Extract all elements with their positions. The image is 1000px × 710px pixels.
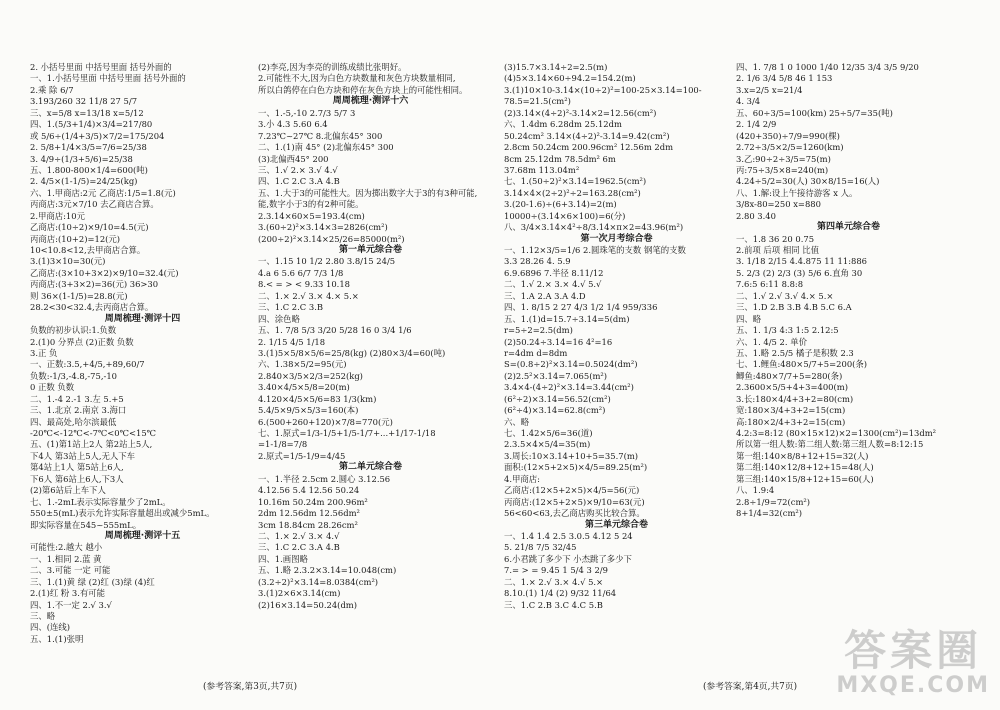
answer-line: 四、1.画图略 bbox=[258, 553, 308, 564]
answer-line: 丙商店:(3+3×2)=36(元) 36>30 bbox=[30, 279, 159, 290]
answer-line: 3.4×4-(4÷2)²×3.14=3.44(cm²) bbox=[504, 382, 634, 393]
answer-line: 2. 5/8+1/4×3/5=7/6=25/38 bbox=[30, 142, 147, 153]
answer-line: r=4dm d=8dm bbox=[504, 347, 568, 358]
answer-line: 3.3 28.26 4. 5.9 bbox=[504, 256, 571, 267]
answer-line: 丙:75÷3/5×8=240(m) bbox=[736, 164, 829, 175]
answer-line: 负数的初步认识:1.负数 bbox=[30, 325, 117, 336]
answer-line: 28.2<30<32.4,去丙商店合算。 bbox=[30, 302, 154, 313]
answer-line: (3)北偏西45° 200 bbox=[258, 153, 329, 164]
answer-line: 6.小君跳了多少下 小杰跳了多少下 bbox=[504, 553, 632, 564]
answer-line: (4)5×3.14×60÷94.2=154.2(m) bbox=[504, 73, 636, 84]
answer-line: 三、1.(1)黄 绿 (2)红 (3)绿 (4)红 bbox=[30, 576, 155, 587]
section-heading: 周周梳理·测评十四 bbox=[104, 313, 181, 324]
answer-line: 七、1.42×5/6=36(道) bbox=[504, 428, 593, 438]
answer-line: 七、1.鲤鱼:480×5/7+5=200(条) bbox=[736, 359, 868, 370]
answer-line: (2)2.5²×3.14=7.065(m²) bbox=[504, 370, 608, 381]
answer-line: 3.正 负 bbox=[30, 347, 58, 358]
answer-line: 六、略 bbox=[504, 416, 530, 427]
answer-line: =1-1/8=7/8 bbox=[258, 439, 308, 450]
answer-line: 八、1.9:4 bbox=[736, 485, 775, 496]
answer-line: 即实际容量在545~555mL。 bbox=[30, 519, 142, 530]
answer-line: 二、1.(1)南 45° (2)北偏东45° 300 bbox=[258, 142, 394, 153]
answer-line: 二、1.× 2.√ 3.× 4.√ 5.× bbox=[504, 576, 604, 587]
answer-line: 三、略 bbox=[30, 611, 56, 621]
answer-line: 五、1.(1)张明 bbox=[30, 633, 84, 644]
answer-line: 五、1.略 2.5/5 橘子是积数 2.3 bbox=[736, 347, 854, 358]
answer-line: 三、1.C 2.B 3.C 4.C 5.B bbox=[504, 599, 603, 610]
answer-line: 则 36×(1-1/5)=28.8(元) bbox=[30, 290, 128, 301]
answer-line: 6.9.6896 7.半径 8.11/12 bbox=[504, 267, 604, 278]
answer-line: 一、1.半径 2.5cm 2.圆心 3.12.56 bbox=[258, 473, 391, 484]
answer-line: 四、最高处,哈尔滨最低 bbox=[30, 416, 117, 427]
answer-line: 2. 1/6 3/4 5/8 46 1 153 bbox=[736, 73, 833, 84]
answer-line: 4.甲商店: bbox=[504, 473, 540, 484]
answer-line: 高:180×2/4+3+2=15(cm) bbox=[736, 416, 846, 427]
answer-line: 六、1. 4/5 2. 单价 bbox=[736, 336, 807, 347]
answer-line: 10<10.8<12,去甲商店合算。 bbox=[30, 245, 146, 255]
answer-line: 四、1.不一定 2.√ 3.√ bbox=[30, 599, 112, 610]
answer-page-right bbox=[500, 0, 1000, 710]
answer-line: 三、1.D 2.B 3.B 4.B 5.C 6.A bbox=[736, 302, 852, 313]
answer-column-2 bbox=[258, 62, 483, 687]
answer-line: 10000÷(3.14×6×100)=6(分) bbox=[504, 210, 626, 221]
answer-line: 2.840×3/5×2/3=252(kg) bbox=[258, 370, 363, 381]
answer-line: 2.原式=1/5-1/9=4/45 bbox=[258, 450, 346, 461]
answer-line: 2.(1)红 粉 3.有可能 bbox=[30, 588, 106, 599]
answer-line: 二、1.-4 2.-1 3.左 5.+5 bbox=[30, 393, 124, 404]
answer-line: 4.120×4/5×5/6=83 1/3(km) bbox=[258, 393, 377, 404]
answer-line: 五、1. 7/8 5/3 3/20 5/28 16 0 3/4 1/6 bbox=[258, 325, 412, 336]
answer-line: 2.8÷1/9=72(cm²) bbox=[736, 496, 811, 507]
answer-line: 能,数字小于3的有2种可能。 bbox=[258, 199, 364, 210]
answer-line: 2.甲商店:10元 bbox=[30, 210, 85, 221]
answer-line: 八、1.解:设上午接待游客 x 人。 bbox=[736, 187, 858, 198]
answer-line: 三、1.A 2.A 3.A 4.D bbox=[504, 290, 586, 301]
answer-line: 2.72÷3/5×2/5=1260(km) bbox=[736, 142, 844, 153]
answer-line: 下4人 第3站上5人,无人下车 bbox=[30, 450, 136, 461]
answer-line: 鲫鱼:480×7/7+5=280(条) bbox=[736, 370, 843, 381]
answer-line: 3.(20-1.6)÷(6+3.14)=2(m) bbox=[504, 199, 617, 210]
answer-line: 2.3600×5/5+4+3=400(m) bbox=[736, 382, 848, 393]
answer-line: 56<60<63,去乙商店购买比较合算。 bbox=[504, 508, 645, 519]
answer-line: 五、(1)第1站上2人 第2站上5人, bbox=[30, 439, 153, 450]
answer-line: 4.a 6 5.6 6/7 7/3 1/8 bbox=[258, 267, 344, 278]
answer-line: 七、1.原式=1/3-1/5+1/5-1/7+...+1/17-1/18 bbox=[258, 428, 436, 438]
answer-line: 二、1.√ 2.× 3.× 4.√ 5.√ bbox=[504, 279, 602, 290]
answer-line: 2. 1/4 2/9 bbox=[736, 119, 777, 130]
answer-line: (420+350)÷7/9=990(棵) bbox=[736, 130, 840, 141]
answer-line: 一、1.相同 2.蓝 黄 bbox=[30, 553, 102, 564]
answer-line: 3cm 18.84cm 28.26cm² bbox=[258, 519, 358, 530]
answer-line: 四、1. 7/8 1 0 1000 1/40 12/35 3/4 3/5 9/20 bbox=[736, 62, 919, 72]
answer-line: (2)3.14×(4÷2)²-3.14×2=12.56(cm²) bbox=[504, 107, 657, 118]
answer-line: 7.23℃~27℃ 8.北偏东45° 300 bbox=[258, 130, 383, 141]
answer-line: 宽:180×3/4+3+2=15(cm) bbox=[736, 405, 846, 416]
answer-line: 3.(60÷2)²×3.14×3=2826(cm²) bbox=[258, 222, 388, 233]
answer-line: 五、1. 1/3 4:3 1:5 2.12:5 bbox=[736, 325, 839, 336]
answer-line: (2)李亮,因为李亮的训练成绩比张明好。 bbox=[258, 62, 407, 72]
answer-line: 2. 小括号里面 中括号里面 括号外面的 bbox=[30, 62, 172, 72]
answer-line: 三、1.√ 2.× 3.√ 4.√ bbox=[258, 164, 338, 175]
answer-line: 2. 1/15 4/5 1/18 bbox=[258, 336, 326, 347]
answer-line: 四、1. 8/15 2 27 4/3 1/2 1/4 959/336 bbox=[504, 302, 658, 313]
answer-line: 8+1/4=32(cm²) bbox=[736, 508, 803, 519]
answer-line: (6²÷2)×3.14=56.52(cm²) bbox=[504, 393, 611, 404]
answer-line: 3.(1)10×10-3.14×(10÷2)²=100-25×3.14=100- bbox=[504, 84, 702, 95]
answer-line: 5. 21/8 7/5 32/45 bbox=[504, 542, 577, 553]
answer-line: 3.长:180×4/4+3+2=80(cm) bbox=[736, 393, 854, 404]
watermark-logo bbox=[836, 628, 990, 698]
answer-line: 3.40×4/5×5/8=20(m) bbox=[258, 382, 350, 393]
answer-line: 3.14×4×(2÷2)²÷2=163.28(cm²) bbox=[504, 187, 641, 198]
answer-line: 二、1.× 2.√ 3.× 4.√ bbox=[258, 530, 340, 541]
answer-line: 所以第一组人数:第二组人数:第三组人数=8:12:15 bbox=[736, 439, 924, 450]
answer-line: 2.前项 后项 相同 比值 bbox=[736, 245, 819, 255]
answer-line: 5.4/5×9/5×5/3=160(本) bbox=[258, 405, 359, 416]
answer-line: 可能性:2.越大 越小 bbox=[30, 542, 103, 553]
answer-line: 五、1.800-800×1/4=600(吨) bbox=[30, 164, 148, 175]
answer-line: 550±5(mL)表示允许实际容量超出或减少5mL。 bbox=[30, 508, 215, 519]
answer-line: 第一组:140×8/8+12+15=32(人) bbox=[736, 450, 869, 461]
answer-line: 第三组:140×15/8+12+15=60(人) bbox=[736, 473, 874, 484]
answer-line: 第二组:140×12/8+12+15=48(人) bbox=[736, 462, 874, 473]
answer-line: 丙商店:3元×7/10 去乙商店合算。 bbox=[30, 199, 159, 210]
answer-line: 一、1.12×3/5=1/6 2.圆珠笔的支数 钢笔的支数 bbox=[504, 245, 686, 255]
answer-line: 3.小 4.3 5.60 6.4 bbox=[258, 119, 328, 130]
answer-line: (3.2÷2)²×3.14=8.0384(cm²) bbox=[258, 576, 379, 587]
answer-line: 四、涂色略 bbox=[258, 313, 300, 324]
answer-line: 3/8x-80=250 x=880 bbox=[736, 199, 821, 210]
answer-line: 一、1.15 10 1/2 2.80 3.8/15 24/5 bbox=[258, 256, 396, 267]
answer-line: 下6人 第6站上6人,下3人 bbox=[30, 473, 124, 484]
answer-line: 8.< = > < 9.33 10.18 bbox=[258, 279, 350, 290]
answer-line: 一、1.小括号里面 中括号里面 括号外面的 bbox=[30, 73, 186, 84]
answer-line: 面积:(12×5+2×5)×4/5=89.25(m²) bbox=[504, 462, 648, 473]
answer-line: 四、1.C 2.C 3.A 4.B bbox=[258, 176, 340, 187]
section-heading: 第四单元综合卷 bbox=[816, 222, 880, 233]
answer-column-1 bbox=[30, 62, 255, 687]
answer-line: 8.10.(1) 1/4 (2) 9/32 11/64 bbox=[504, 588, 617, 599]
answer-line: -20℃<-12℃<-7℃<0℃<15℃ bbox=[30, 428, 157, 438]
answer-line: 5. 2/3 (2) 2/3 (3) 5/6 6.直角 30 bbox=[736, 267, 863, 278]
answer-line: 4.24÷5/2=30(人) 30×8/15=16(人) bbox=[736, 176, 880, 187]
answer-line: 负数:-1/3,-4.8,-75,-10 bbox=[30, 370, 117, 381]
section-heading: 周周梳理·测评十六 bbox=[332, 96, 409, 107]
answer-line: 4. 3/4 bbox=[736, 96, 761, 107]
answer-line: 一、1.-5,-10 2.7/3 5/7 3 bbox=[258, 107, 356, 118]
answer-line: 三、1.北京 2.南京 3.海口 bbox=[30, 405, 127, 416]
section-heading: 第一单元综合卷 bbox=[338, 245, 402, 255]
answer-line: 3. 4/9÷(1/3+5/6)=25/38 bbox=[30, 153, 133, 164]
watermark-text: 答案圈 bbox=[844, 626, 983, 675]
answer-line: 三、1.C 2.C 3.A 4.B bbox=[258, 542, 340, 553]
answer-line: 三、1.C 2.C 3.B bbox=[258, 302, 324, 313]
answer-line: (2)第6站后上车下人 bbox=[30, 485, 106, 496]
answer-line: 0 正数 负数 bbox=[30, 382, 75, 393]
answer-line: 乙商店:(12×5+2×5)×4/5=56(元) bbox=[504, 485, 640, 496]
answer-line: 五、60÷3/5=100(km) 25÷5/7=35(吨) bbox=[736, 107, 893, 118]
answer-line: 3.193/260 32 11/8 27 5/7 bbox=[30, 96, 138, 107]
answer-line: 四、1.(5/3+1/4)×3/4=217/80 bbox=[30, 119, 153, 130]
answer-line: 乙商店:(3×10+3×2)×9/10=32.4(元) bbox=[30, 267, 179, 278]
answer-line: 五、1.(1)d=15.7÷3.14=5(dm) bbox=[504, 313, 630, 324]
answer-line: 7.= > = 9.45 1 5/4 3 2/9 bbox=[504, 565, 608, 576]
page-footer-right: (参考答案,第4页,共7页) bbox=[702, 682, 798, 692]
answer-line: 七、1.-2mL表示实际容量少了2mL。 bbox=[30, 496, 171, 507]
answer-line: 2.可能性不大,因为白色方块数量和灰色方块数量相同, bbox=[258, 73, 456, 84]
answer-line: r=5÷2=2.5(dm) bbox=[504, 325, 573, 336]
answer-line: 四、(连线) bbox=[30, 622, 71, 633]
answer-line: (200÷2)²×3.14×25/26=85000(m²) bbox=[258, 233, 405, 244]
answer-column-4 bbox=[736, 62, 961, 687]
answer-line: 或 5/6÷(1/4+3/5)×7/2=175/204 bbox=[30, 130, 165, 141]
answer-line: 三、x=5/8 x=13/18 x=5/12 bbox=[30, 107, 144, 118]
answer-line: 2.8cm 50.24cm 200.96cm² 12.56m 2dm bbox=[504, 142, 674, 153]
answer-line: 五、1.大于3的可能性大。因为掷出数字大于3的有3种可能, bbox=[258, 187, 478, 198]
answer-line: 6.(500+260+120)×7/8=770(元) bbox=[258, 416, 393, 427]
answer-line: 4.2:3=8:12 (80×15×12)×2=1300(cm²)=13dm² bbox=[736, 428, 937, 438]
answer-line: 六、1.38×5/2=95(元) bbox=[258, 359, 347, 370]
answer-line: 四、略 bbox=[736, 313, 762, 324]
section-heading: 第三单元综合卷 bbox=[584, 519, 648, 530]
answer-line: (2)16×3.14=50.24(dm) bbox=[258, 599, 358, 610]
answer-line: 2dm 12.56dm 12.56dm² bbox=[258, 508, 360, 519]
answer-line: 2.乘 除 6/7 bbox=[30, 84, 74, 95]
answer-line: 一、正数:3.5,+4/5,+89,60/7 bbox=[30, 359, 145, 370]
answer-line: 二、1.√ 2.√ 3.√ 4.× 5.× bbox=[736, 290, 834, 301]
answer-line: 丙商店:(10+2)=12(元) bbox=[30, 233, 121, 244]
answer-line: 50.24cm² 3.14×(4÷2)²-3.14=9.42(cm²) bbox=[504, 130, 670, 141]
answer-line: 2.3.5×4×5/4=35(m) bbox=[504, 439, 591, 450]
answer-line: 3. 1/18 2/15 4.4.875 11 11:886 bbox=[736, 256, 868, 267]
answer-line: 六、1.4dm 6.28dm 25.12dm bbox=[504, 119, 622, 130]
answer-line: 二、3.可能 一定 可能 bbox=[30, 565, 111, 576]
answer-line: 2.80 3.40 bbox=[736, 210, 776, 221]
answer-line: 2.3.14×60×5=193.4(cm) bbox=[258, 210, 365, 221]
answer-line: 3.(1)2×6×3.14(cm) bbox=[258, 588, 341, 599]
answer-line: 37.68m 113.04m² bbox=[504, 164, 580, 175]
answer-line: 10.16m 50.24m 200.96m² bbox=[258, 496, 368, 507]
answer-line: 七、1.(50÷2)²×3.14=1962.5(cm²) bbox=[504, 176, 647, 187]
answer-line: 二、1.× 2.√ 3.× 4.× 5.× bbox=[258, 290, 359, 301]
answer-line: 7.6:5 6:11 8.8:8 bbox=[736, 279, 804, 290]
answer-line: 4.12.56 5.4 12.56 50.24 bbox=[258, 485, 360, 496]
answer-line: 一、1.4 1.4 2.5 3.0.5 4.12 5 24 bbox=[504, 530, 633, 541]
answer-line: S=(0.8÷2)²×3.14=0.5024(dm²) bbox=[504, 359, 638, 370]
answer-line: 3.x=2/5 x=21/4 bbox=[736, 84, 803, 95]
answer-column-3 bbox=[504, 62, 729, 687]
answer-line: 五、1.略 2.3.2×3.14=10.048(cm) bbox=[258, 565, 397, 576]
answer-line: 3.(1)3×10=30(元) bbox=[30, 256, 106, 267]
answer-line: 八、3/4×3.14×4²÷8/3.14×π×2=43.96(m²) bbox=[504, 222, 684, 233]
section-heading: 第二单元综合卷 bbox=[338, 462, 402, 473]
answer-line: 乙商店:(10÷2)×9/10=4.5(元) bbox=[30, 222, 149, 233]
section-heading: 第一次月考综合卷 bbox=[580, 233, 653, 244]
answer-line: 3.乙:90÷2÷3/5=75(m) bbox=[736, 153, 831, 164]
answer-line: 六、1.甲商店:2元 乙商店:1/5=1.8(元) bbox=[30, 187, 176, 198]
answer-line: 78.5=21.5(cm²) bbox=[504, 96, 571, 107]
answer-line: 8cm 25.12dm 78.5dm² 6m bbox=[504, 153, 616, 164]
answer-line: 2.(1)0 分界点 (2)正数 负数 bbox=[30, 336, 134, 347]
answer-line: (6²÷4)×3.14=62.8(cm²) bbox=[504, 405, 606, 416]
answer-line: 2. 4/5×(1-1/5)=24/25(kg) bbox=[30, 176, 138, 187]
answer-line: 第4站上1人 第5站上6人, bbox=[30, 462, 124, 473]
section-heading: 周周梳理·测评十五 bbox=[104, 530, 181, 541]
answer-line: (3)15.7×3.14÷2=2.5(m) bbox=[504, 62, 608, 72]
answer-line: 一、1.8 36 20 0.75 bbox=[736, 233, 815, 244]
watermark-url: MXQE.COM bbox=[836, 673, 990, 698]
answer-line: 3.周长:10×3.14+10+5=35.7(m) bbox=[504, 450, 639, 461]
answer-line: 丙商店:(12×5+2×5)×9/10=63(元) bbox=[504, 496, 645, 507]
answer-line: 3.(1)5×5/8×5/6=25/8(kg) (2)80×3/4=60(吨) bbox=[258, 347, 446, 358]
answer-line: (2)50.24÷3.14=16 4²=16 bbox=[504, 336, 613, 347]
answer-line: 所以白鸽停在白色方块和停在灰色方块上的可能性相同。 bbox=[258, 84, 468, 95]
page-footer-left: (参考答案,第3页,共7页) bbox=[202, 682, 298, 692]
